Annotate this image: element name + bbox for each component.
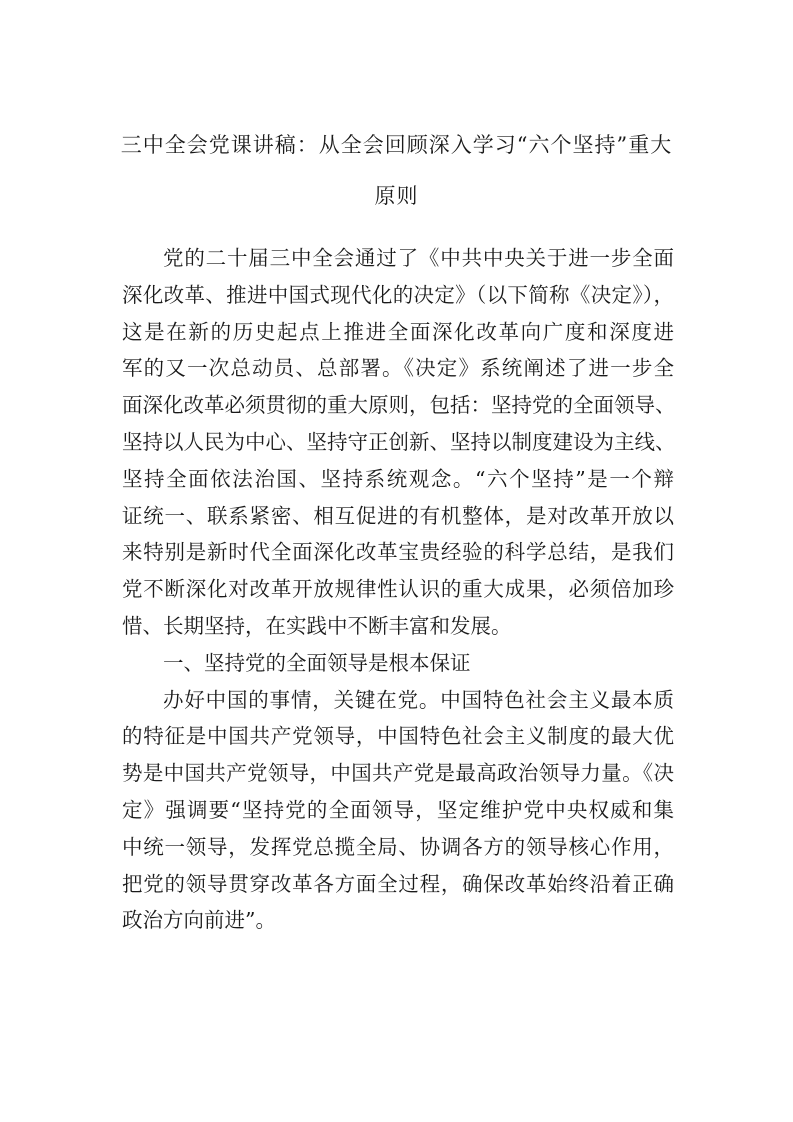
paragraph-line: 来特别是新时代全面深化改革宝贵经验的科学总结，是我们 xyxy=(122,540,674,565)
paragraph-line: 证统一、联系紧密、相互促进的有机整体，是对改革开放以 xyxy=(122,503,674,528)
paragraph-line: 党的二十届三中全会通过了《中共中央关于进一步全面 xyxy=(163,246,674,270)
paragraph-line: 军的又一次总动员、总部署。《决定》系统阐述了进一步全 xyxy=(122,356,674,381)
paragraph-line: 定》强调要“坚持党的全面领导，坚定维护党中央权威和集 xyxy=(122,797,674,822)
paragraph-line: 深化改革、推进中国式现代化的决定》（以下简称《决定》）， xyxy=(122,282,674,307)
section-heading: 一、坚持党的全面领导是根本保证 xyxy=(163,650,471,675)
paragraph-line: 这是在新的历史起点上推进全面深化改革向广度和深度进 xyxy=(122,319,674,344)
paragraph-line: 坚持全面依法治国、坚持系统观念。“六个坚持”是一个辩 xyxy=(122,466,674,491)
paragraph-line: 的特征是中国共产党领导，中国特色社会主义制度的最大优 xyxy=(122,724,674,749)
paragraph-line: 中统一领导，发挥党总揽全局、协调各方的领导核心作用， xyxy=(122,834,674,859)
paragraph-line: 把党的领导贯穿改革各方面全过程，确保改革始终沿着正确 xyxy=(122,871,674,896)
paragraph-line: 坚持以人民为中心、坚持守正创新、坚持以制度建设为主线、 xyxy=(122,429,676,454)
paragraph-line: 惜、长期坚持，在实践中不断丰富和发展。 xyxy=(122,613,512,638)
document-title-line-1: 三中全会党课讲稿：从全会回顾深入学习“六个坚持”重大 xyxy=(120,133,673,157)
document-title-line-2: 原则 xyxy=(374,184,419,208)
paragraph-line: 党不断深化对改革开放规律性认识的重大成果，必须倍加珍 xyxy=(122,577,674,602)
document-body xyxy=(122,240,674,939)
paragraph-line: 面深化改革必须贯彻的重大原则，包括：坚持党的全面领导、 xyxy=(122,393,676,418)
paragraph-line: 办好中国的事情，关键在党。中国特色社会主义最本质 xyxy=(163,687,674,712)
paragraph-line: 势是中国共产党领导，中国共产党是最高政治领导力量。《决 xyxy=(122,761,674,786)
paragraph-line: 政治方向前进”。 xyxy=(122,908,276,933)
